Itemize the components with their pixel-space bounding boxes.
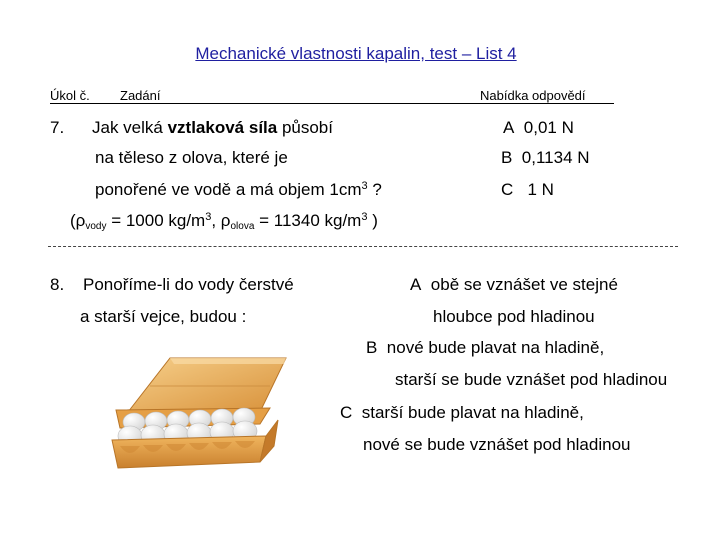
q8-answer-a[interactable]: A obě se vznášet ve stejné <box>410 275 618 294</box>
q7-answer-c[interactable]: C 1 N <box>501 180 554 199</box>
egg-carton-illustration <box>110 350 290 480</box>
q7-answer-b[interactable]: B 0,1134 N <box>501 148 590 167</box>
q7-line1: Jak velká vztlaková síla působí <box>92 118 333 137</box>
q8-answer-c-cont: nové se bude vznášet pod hladinou <box>363 435 631 454</box>
q7-number: 7. <box>50 118 65 137</box>
q7-keyword: vztlaková síla <box>167 118 278 137</box>
q8-line1: Ponoříme-li do vody čerstvé <box>83 275 294 294</box>
q8-number: 8. <box>50 275 65 294</box>
q8-answer-b-cont: starší se bude vznášet pod hladinou <box>395 370 668 389</box>
page-title: Mechanické vlastnosti kapalin, test – List 4 <box>195 44 517 63</box>
header-underline <box>50 103 614 104</box>
q8-line2: a starší vejce, budou : <box>80 307 247 326</box>
q8-answer-a-cont: hloubce pod hladinou <box>433 307 595 326</box>
q8-answer-b[interactable]: B nové bude plavat na hladině, <box>366 338 605 357</box>
question-divider <box>48 246 678 247</box>
answers-header: Nabídka odpovědí <box>480 88 586 103</box>
q7-answer-a[interactable]: A 0,01 N <box>503 118 574 137</box>
q7-given-values: ($\rho_{vody} = 1000$ $kg/m^3$, $\rho_{olova} = 11340$ $kg/m^3$ ) <box>70 211 378 232</box>
q7-line2: na těleso z olova, které je <box>95 148 288 167</box>
task-number-header: Úkol č. <box>50 88 90 103</box>
q7-line3: ponořené ve vodě a má objem $1cm^3$ ? <box>95 180 382 199</box>
assignment-header: Zadání <box>120 88 161 103</box>
q8-answer-c[interactable]: C starší bude plavat na hladině, <box>340 403 584 422</box>
